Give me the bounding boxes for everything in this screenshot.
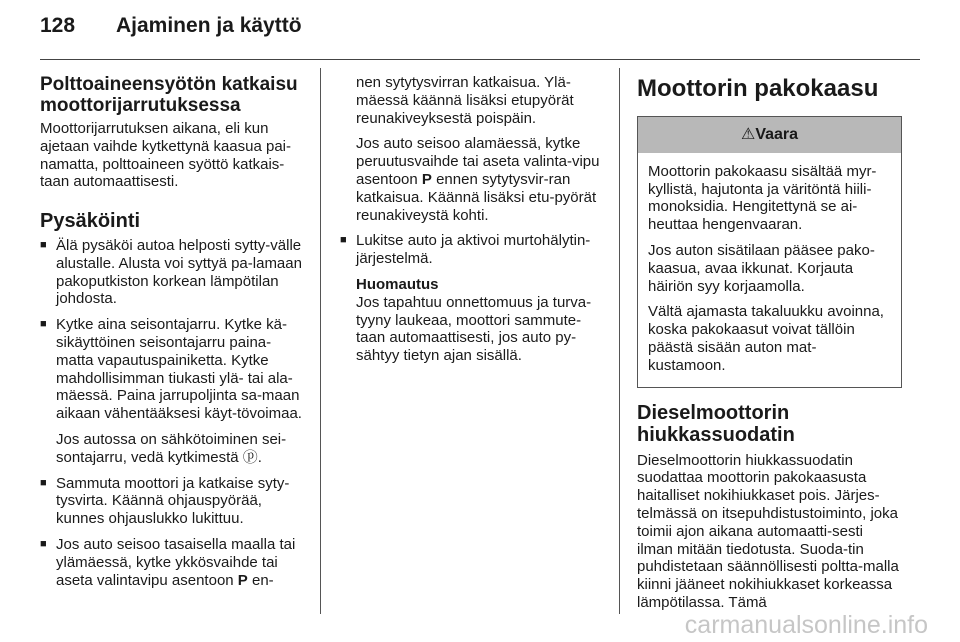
warning-label: Vaara bbox=[755, 126, 799, 143]
diesel-filter-heading: Dieselmoottorin hiukkassuodatin bbox=[637, 401, 795, 446]
fuel-cutoff-heading: Polttoaineensyötön katkaisu moottorijarrutuksessa bbox=[40, 74, 298, 116]
page-number: 128 bbox=[40, 14, 76, 37]
list-item-extra: Jos autossa on sähkötoiminen sei-sontajarru, vedä kytkimestä ⓟ. bbox=[56, 430, 287, 466]
downhill-text-a: Jos auto seisoo alamäessä, kytke peruutusvaihde tai aseta valinta-vipu asentoon bbox=[356, 135, 600, 188]
watermark: carmanualsonline.info bbox=[684, 611, 928, 639]
column-divider-2 bbox=[619, 68, 620, 614]
note-box bbox=[340, 276, 605, 365]
page-title: Ajaminen ja käyttö bbox=[116, 14, 302, 37]
column-2 bbox=[340, 74, 605, 373]
parking-list-continued bbox=[340, 232, 605, 268]
fuel-cutoff-text: Moottorijarrutuksen aikana, eli kun ajetaan vaihde kytkettynä kaasua pai-namatta, polttoaineen syöttö katkais-taan automaattisesti. bbox=[40, 120, 291, 191]
list-item bbox=[40, 536, 302, 589]
column-3 bbox=[637, 74, 902, 620]
note-text: Jos tapahtuu onnettomuus ja turva-tyyny laukeaa, moottori sammute-taan automaattisesti, jos auto py-sähtyy tietyn ajan sisällä. bbox=[356, 293, 592, 365]
warning-triangle-icon: ⚠ bbox=[740, 126, 756, 143]
list-item-text-a: Jos auto seisoo tasaisella maalla tai ylämäessä, kytke ykkösvaihde tai aseta valintavipu asentoon bbox=[56, 535, 296, 589]
column-1 bbox=[40, 74, 302, 597]
exhaust-title: Moottorin pakokaasu bbox=[637, 75, 879, 102]
note-title: Huomautus bbox=[356, 275, 439, 293]
warning-header bbox=[638, 117, 901, 153]
page-header bbox=[40, 14, 302, 38]
list-item-text-b: en- bbox=[247, 571, 274, 589]
diesel-filter-text: Dieselmoottorin hiukkassuodatin suodattaa moottorin pakokaasusta haitalliset nokihiukkaset pois. Järjes-telmässä on itsepuhdistustoiminto, joka toimii ajon aikana automaatti-sesti ilman mitään tiedotusta. Suoda-tin puhdistetaan säännöllisesti poltta-malla kiinni jääneet nokihiukkaset korkeassa lämpötilassa. Tämä bbox=[637, 451, 899, 611]
parking-heading: Pysäköinti bbox=[40, 210, 141, 233]
parking-list bbox=[40, 237, 302, 589]
column-divider-1 bbox=[320, 68, 321, 614]
warning-text-2: Jos auton sisätilaan pääsee pako-kaasua, avaa ikkunat. Korjauta häiriön syy korjaamolla. bbox=[648, 241, 875, 295]
warning-box bbox=[637, 116, 902, 388]
gear-position-p: P bbox=[237, 571, 248, 589]
continuation-text: nen sytytysvirran katkaisua. Ylä-mäessä käännä lisäksi etupyörät reunakiveyksestä poispäin. bbox=[356, 74, 574, 127]
warning-text-1: Moottorin pakokaasu sisältää myr-kyllistä, hajutonta ja väritöntä hiili-monoksidia. Hengitettynä se ai-heuttaa hengenvaaran. bbox=[648, 162, 877, 234]
list-item: ■ Lukitse auto ja aktivoi murtohälytin-järjestelmä. bbox=[340, 232, 605, 268]
list-item-text: ■ Kytke aina seisontajarru. Kytke kä-sikäyttöinen seisontajarru paina-matta vapautuspainiketta. Kytke mahdollisimman tiukasti ylä- tai ala-mäessä. Paina jarrupoljinta sa-maan aikaan vähentääksesi käyt-tövoimaa. bbox=[56, 316, 302, 423]
header-rule bbox=[40, 59, 920, 60]
downhill-text-b: ennen sytytysvir-ran katkaisua. Käännä lisäksi etu-pyörät reunakiveystä kohti. bbox=[356, 170, 597, 224]
downhill-text bbox=[356, 135, 605, 224]
gear-position-p: P bbox=[421, 170, 432, 188]
list-item: ■ Älä pysäköi autoa helposti sytty-välle alustalle. Alusta voi syttyä pa-lamaan pakoputkiston korkean lämpötilan johdosta. bbox=[40, 237, 302, 308]
list-item: ■ Sammuta moottori ja katkaise syty-tysvirta. Käännä ohjauspyörää, kunnes ohjauslukko lukittuu. bbox=[40, 475, 302, 528]
list-item bbox=[40, 316, 302, 466]
warning-text-3: Vältä ajamasta takaluukku avoinna, koska pakokaasut voivat tällöin päästä sisään auton mat-kustamoon. bbox=[648, 303, 884, 374]
